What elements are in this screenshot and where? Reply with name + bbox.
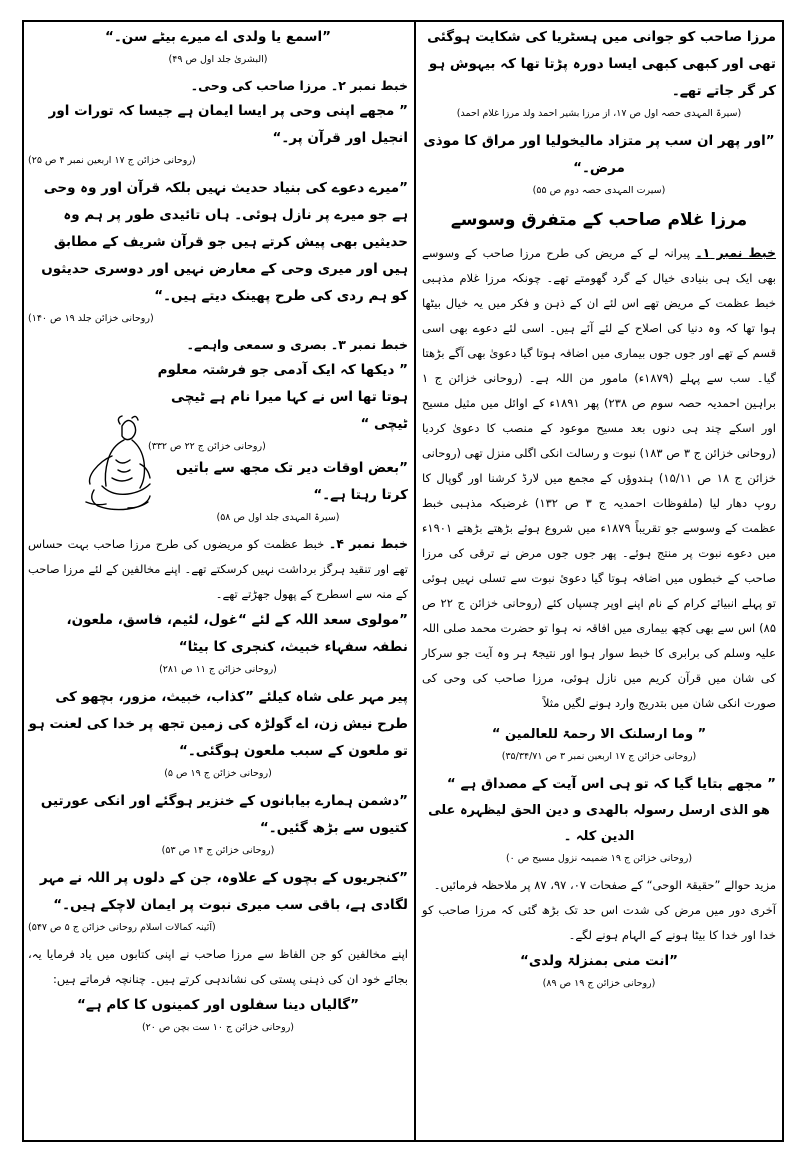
khabt2-reference: (روحانی خزائن ج ۱۷ اربعین نمبر ۴ ص ۲۵)	[28, 155, 196, 166]
khabt4-body: خبط عظمت کو مریضوں کی طرح مرزا صاحب بہت حساس تھے اور تنقید ہرگز برداشت نہیں کرسکتے تھے۔ اپنے مخالفین کے لئے مرزا صاحب کے منہ سے اسطرح کے پھول جھڑتے تھے۔	[28, 537, 408, 601]
section-title: مرزا غلام صاحب کے متفرق وسوسے	[450, 210, 748, 230]
khabt4-paragraph	[28, 532, 408, 607]
top-quote-reference: (البشریٰ جلد اول ص ۴۹)	[168, 54, 268, 65]
khabt2-block	[28, 74, 408, 169]
maraq-reference: (سیرت المہدی حصہ دوم ص ۵۵)	[532, 185, 666, 196]
khabt1-block	[422, 241, 776, 716]
khabt3-reference: (روحانی خزائن ج ۲۲ ص ۳۳۲)	[148, 441, 266, 452]
intro-text: مرزا صاحب کو جوانی میں ہسٹریا کی شکایت ہوگئی تھی اور کبھی کبھی ایسا دورہ پڑتا تھا کہ بیہوش ہو کر گر جاتے تھے۔	[427, 29, 776, 99]
khabt4-block	[28, 532, 408, 678]
khabt4-quote: ”مولوی سعد اللہ کے لئے “غول، لئیم، فاسق، ملعون، نطفہ سفہاء خبیث، کنجری کا بیٹا“	[66, 612, 408, 655]
khabt3-quote: ” دیکھا کہ ایک آدمی جو فرشتہ معلوم ہوتا تھا اس نے کہا میرا نام ہے ٹیچی ٹیچی “	[157, 362, 408, 432]
khabt4-reference: (روحانی خزائن ج ۱۱ ص ۲۸۱)	[159, 664, 277, 675]
ayah2-text: ھو الذی ارسل رسولہ بالھدی و دین الحق لیظہرہ علی الدین کلہ ۔	[428, 803, 770, 844]
khabt1-label: خبط نمبر ۱۔	[695, 245, 777, 260]
khabt2-heading: خبط نمبر ۲۔ مرزا صاحب کی وحی۔	[190, 78, 408, 93]
pir-block	[28, 684, 408, 782]
misdaq-block	[422, 771, 776, 867]
intro-block	[422, 24, 776, 122]
column-divider	[414, 22, 416, 1140]
intro-reference: (سیرۃ المہدی حصہ اول ص ۱۷، از مرزا بشیر احمد ولد مرزا غلام احمد)	[456, 108, 742, 119]
kanjri-reference: (آئینہ کمالات اسلام روحانی خزائن ج ۵ ص ۵۴۷)	[28, 922, 216, 933]
dawa-quote: ”میرے دعوے کی بنیاد حدیث نہیں بلکہ قرآن اور وہ وحی ہے جو میرے پر نازل ہوئی۔ ہاں تائیدی طور پر ہم وہ حدیثیں بھی پیش کرتے ہیں جو قرآن شریف کے مطابق ہیں اور میری وحی کے معارض نہیں اور دوسری حدیثوں کو ہم ردی کی طرح پھینک دیتے ہیں۔“	[41, 180, 408, 304]
final-quote: ”انت منی بمنزلۃ ولدی“	[520, 953, 678, 969]
ayah1-text: ” وما ارسلنک الا رحمۃ للعالمین “	[491, 727, 707, 742]
closing-paragraph: اپنے مخالفین کو جن الفاظ سے مرزا صاحب نے اپنی کتابوں میں یاد فرمایا یہ، بجائے خود ان کی ذہنی پستی کی نشاندہی کرتے ہیں۔ چنانچہ فرماتے ہیں:	[28, 947, 408, 986]
top-quote: ”اسمع یا ولدی اے میرے بیٹے سن۔“	[105, 29, 331, 45]
ayah1-block	[422, 722, 776, 765]
dushman-reference: (روحانی خزائن ج ۱۴ ص ۵۳)	[161, 845, 275, 856]
dawa-block	[28, 175, 408, 327]
ayah2-reference: (روحانی خزائن ج ۱۹ ضمیمہ نزول مسیح ص ۰)	[505, 853, 693, 864]
dushman-block	[28, 788, 408, 859]
dushman-quote: ”دشمن ہمارے بیابانوں کے خنزیر ہوگئے اور انکی عورتیں کتیوں سے بڑھ گئیں۔“	[40, 793, 408, 836]
misdaq-quote: ” مجھے بتایا گیا کہ تو ہی اس آیت کے مصداق ہے “	[446, 776, 776, 792]
ayah1-reference: (روحانی خزائن ج ۱۷ اربعین نمبر ۳ ص ۳۵/۳۴/۷۱)	[501, 751, 697, 762]
title-block	[422, 205, 776, 235]
khabt3-quote2: ”بعض اوقات دیر تک مجھ سے باتیں کرتا رہتا ہے۔“	[176, 460, 408, 503]
maraq-quote: ”اور پھر ان سب پر متزاد مالیخولیا اور مراق کا موذی مرض۔“	[423, 133, 775, 176]
khabt1-paragraph	[422, 241, 776, 716]
maraq-block	[422, 128, 776, 199]
closing-reference: (روحانی خزائن ج ۱۰ ست بچن ص ۲۰)	[141, 1022, 295, 1033]
seated-figure-illustration-icon	[72, 412, 158, 512]
final-paragraph: آخری دور میں مرض کی شدت اس حد تک بڑھ گئی کہ مرزا صاحب کو خدا اور خدا کا بیٹا ہونے کے الہام ہونے لگے۔	[422, 903, 776, 942]
final-block	[422, 873, 776, 992]
more-references: مزید حوالے ”حقیقۃ الوحی“ کے صفحات ۰۷، ۹۷، ۸۷ پر ملاحظہ فرمائیں۔	[433, 878, 776, 892]
right-column	[422, 24, 776, 998]
khabt3-heading: خبط نمبر ۳۔ بصری و سمعی واہمے۔	[186, 337, 408, 352]
pir-quote: پیر مہر علی شاہ کیلئے ”کذاب، خبیث، مزور، بچھو کی طرح نیش زن، اے گولڑہ کی زمین تجھ پر خدا کی لعنت ہو تو ملعون کے سبب ملعون ہوگئی۔“	[28, 689, 408, 759]
closing-block	[28, 942, 408, 1036]
khabt1-body: پیرانہ لے کے مریض کی طرح مرزا صاحب کے وسوسے بھی ایک ہی بنیادی خیال کے گرد گھومتے تھے۔ چونکہ مرزا غلام مذہبی خبط عظمت کے مریض تھے اس لئے ان کے ذہن و فکر میں یہ خیال بیٹھا ہوا تھا کہ وہ دنیا کی اصلاح کے لئے آئے ہیں۔ اسی لئے دعوے بھی اسی قسم کے تھے اور جوں جوں بیماری میں اضافہ ہوتا گیا دعویٰ بھی آگے بڑھتا گیا۔ سب سے پہلے (۱۸۷۹ء) مامور من اللہ ہے۔ (روحانی خزائن ج ۱ براہین احمدیہ حصہ سوم ص ۲۳۸) پھر ۱۸۹۱ء کے اوائل میں مثیل مسیح اور اسکے چند ہی دنوں بعد مسیح موعود کے منصب کا دعویٰ کردیا (روحانی خزائن ج ۳ ص ۱۸۳) نبوت و رسالت انکی اگلی منزل تھی (روحانی خزائن ج ۱۸ ص ۱۵/۱۱) ہندوؤں کے مجمع میں لارڈ کرشنا اور گوپال کا روپ دھار لیا (ملفوظات احمدیہ ج ۳ ص ۱۳۲) غرضیکہ مذہبی خبط عظمت کے وسوسے جو تقریباً ۱۸۷۹ء میں شروع ہوئے بڑھتے بڑھتے ۱۹۰۱ء میں دعوے نبوت پر منتج ہوئے۔ پھر جوں جوں مرض نے ترقی کی مرزا صاحب کے خبطوں میں اضافہ ہوتا گیا دعوئ نبوت سے تسلی نہیں ہوئی تو پہلے انبیائے کرام کے نام اپنے اوپر چسپاں کئے (روحانی خزائن ج ۲۲ ص ۸۵) اس سے بھی کچھ بیماری میں افاقہ نہ ہوا تو حضرت محمد صلی اللہ علیہ وسلم کی برابری کا خبط سوار ہوا اور نتیجۃً ہر وہ آیت جو سرکار کی شان میں قرآن کریم میں نازل ہوئی، مرزا صاحب کی وحی کی صورت انکی شان میں بتدریج وارد ہونے لگیں مثلاً	[422, 246, 777, 710]
closing-quote: ”گالیاں دینا سفلوں اور کمینوں کا کام ہے“	[76, 997, 360, 1013]
kanjri-block	[28, 865, 408, 936]
final-reference: (روحانی خزائن ج ۱۹ ص ۸۹)	[542, 978, 656, 989]
left-column	[28, 24, 408, 1042]
khabt3-reference2: (سیرۃ المہدی جلد اول ص ۵۸)	[216, 512, 340, 523]
khabt4-label: خبط نمبر ۴۔	[328, 536, 409, 551]
pir-reference: (روحانی خزائن ج ۱۹ ص ۵)	[164, 768, 272, 779]
dawa-reference: (روحانی خزائن جلد ۱۹ ص ۱۴۰)	[28, 313, 154, 324]
top-quote-block	[28, 24, 408, 68]
kanjri-quote: ”کنجریوں کے بچوں کے علاوہ، جن کے دلوں پر اللہ نے مہر لگادی ہے، باقی سب میری نبوت پر ایمان لاچکے ہیں۔“	[39, 870, 408, 913]
khabt2-quote: ” مجھے اپنی وحی پر ایسا ایمان ہے جیسا کہ تورات اور انجیل اور قرآن پر۔“	[48, 103, 408, 146]
